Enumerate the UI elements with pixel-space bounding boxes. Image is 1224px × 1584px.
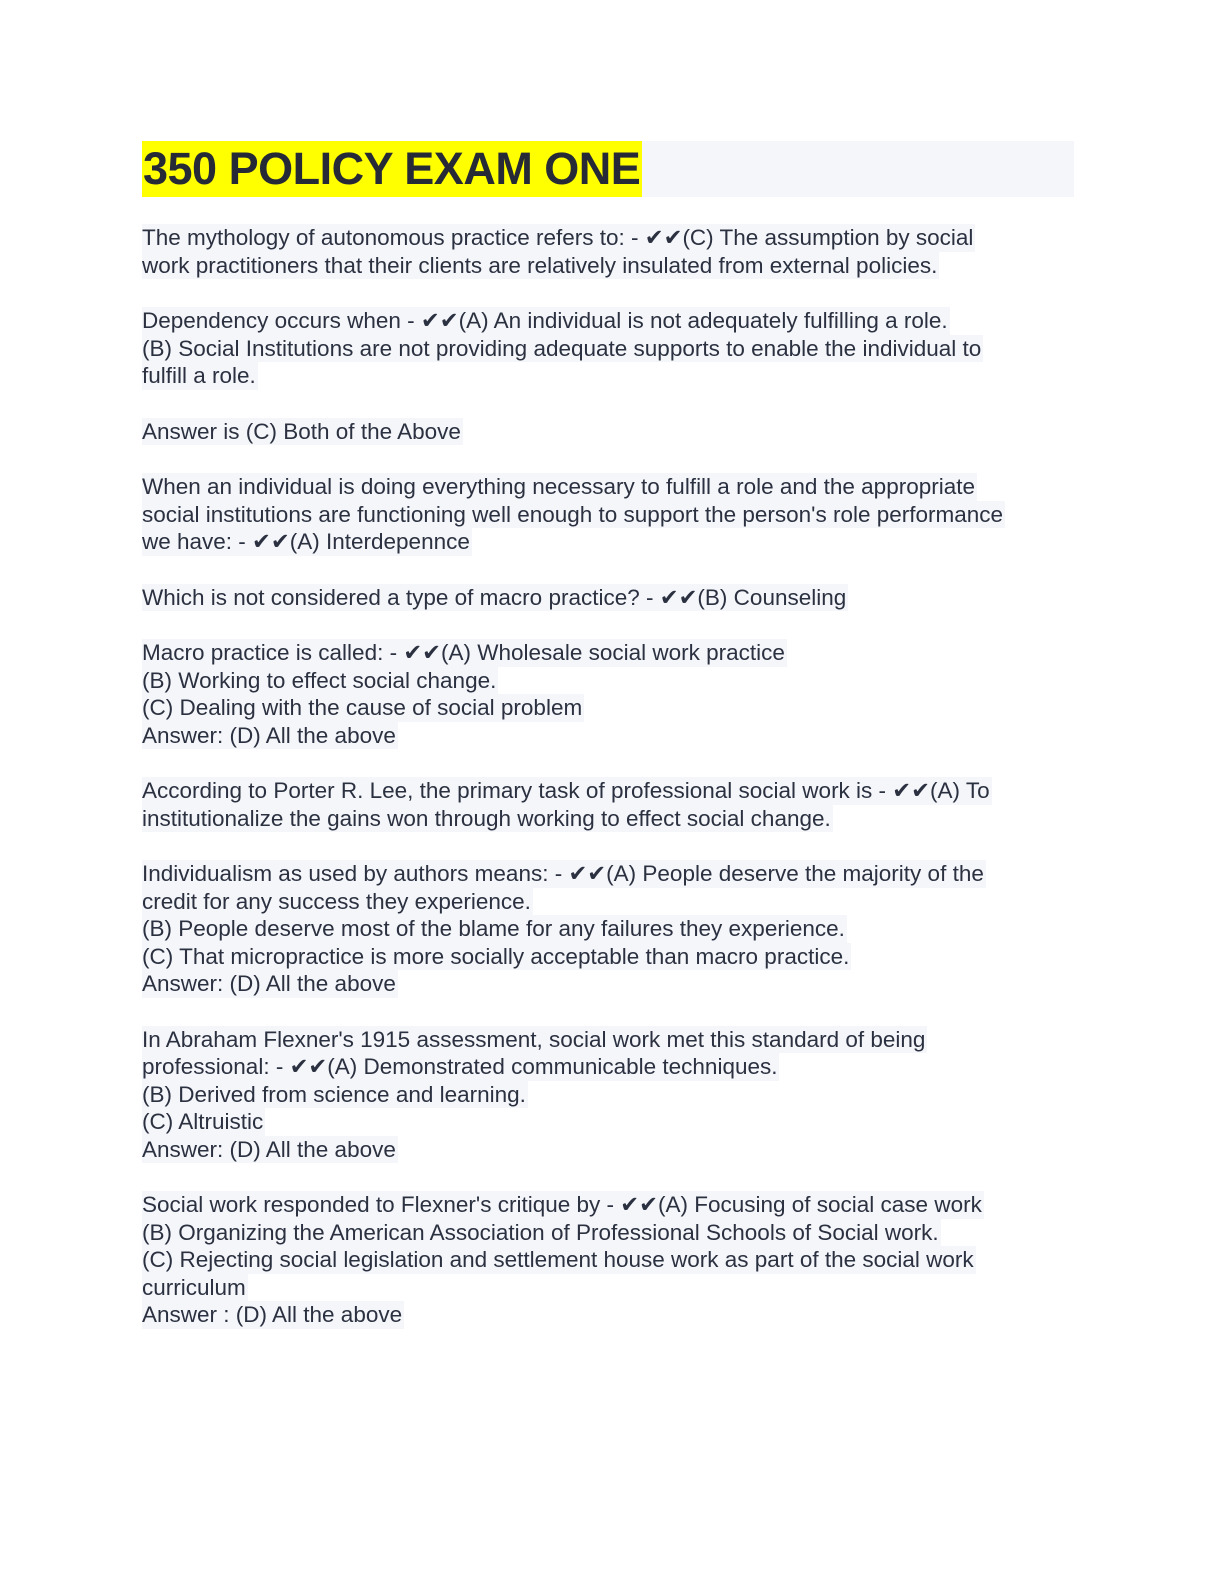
question-block [142,418,1074,446]
question-block [142,860,1074,998]
text-line: (B) Derived from science and learning. [142,1081,526,1107]
text-line: (B) Organizing the American Association of Professional Schools of Social work. [142,1219,939,1245]
text-line: (C) Rejecting social legislation and settlement house work as part of the social work [142,1247,974,1272]
text-line: Social work responded to Flexner's critique by - ✔✔(A) Focusing of social case work [142,1192,982,1217]
text-line: Answer: (D) All the above [142,1136,396,1162]
question-block [142,473,1074,556]
text-line: Answer is (C) Both of the Above [142,418,461,444]
question-block [142,307,1074,390]
text-line: work practitioners that their clients are relatively insulated from external policies. [142,252,938,278]
question-block [142,224,1074,279]
text-line: institutionalize the gains won through working to effect social change. [142,805,831,831]
text-line: (B) Social Institutions are not providing adequate supports to enable the individual to [142,335,982,361]
text-line: (C) That micropractice is more socially acceptable than macro practice. [142,943,850,969]
document-title: 350 POLICY EXAM ONE [142,141,642,197]
text-line: Macro practice is called: - ✔✔(A) Wholesale social work practice [142,640,785,665]
question-block [142,584,1074,612]
text-line: Dependency occurs when - ✔✔(A) An individual is not adequately fulfilling a role. [142,308,948,333]
text-line: Individualism as used by authors means: - ✔✔(A) People deserve the majority of the [142,861,984,886]
document-page [142,141,1074,1357]
question-block [142,1191,1074,1329]
text-line: social institutions are functioning well enough to support the person's role performance [142,501,1004,527]
text-line: (C) Dealing with the cause of social problem [142,695,583,720]
question-list [142,224,1074,1329]
text-line: curriculum [142,1274,246,1300]
text-line: we have: - ✔✔(A) Interdepennce [142,529,470,554]
text-line: When an individual is doing everything necessary to fulfill a role and the appropriate [142,474,975,499]
text-line: (B) Working to effect social change. [142,667,497,693]
text-line: Answer: (D) All the above [142,722,396,748]
text-line: In Abraham Flexner's 1915 assessment, social work met this standard of being [142,1026,926,1052]
question-block [142,1026,1074,1164]
text-line: Answer: (D) All the above [142,971,396,996]
text-line: (B) People deserve most of the blame for any failures they experience. [142,916,845,941]
text-line: Which is not considered a type of macro practice? - ✔✔(B) Counseling [142,584,847,610]
question-block [142,639,1074,749]
text-line: The mythology of autonomous practice refers to: - ✔✔(C) The assumption by social [142,225,974,250]
text-line: fulfill a role. [142,363,256,388]
text-line: credit for any success they experience. [142,888,531,914]
text-line: professional: - ✔✔(A) Demonstrated communicable techniques. [142,1054,778,1079]
title-bar [142,141,1074,197]
text-line: According to Porter R. Lee, the primary task of professional social work is - ✔✔(A) To [142,778,990,803]
text-line: (C) Altruistic [142,1109,264,1134]
question-block [142,777,1074,832]
text-line: Answer : (D) All the above [142,1302,403,1327]
